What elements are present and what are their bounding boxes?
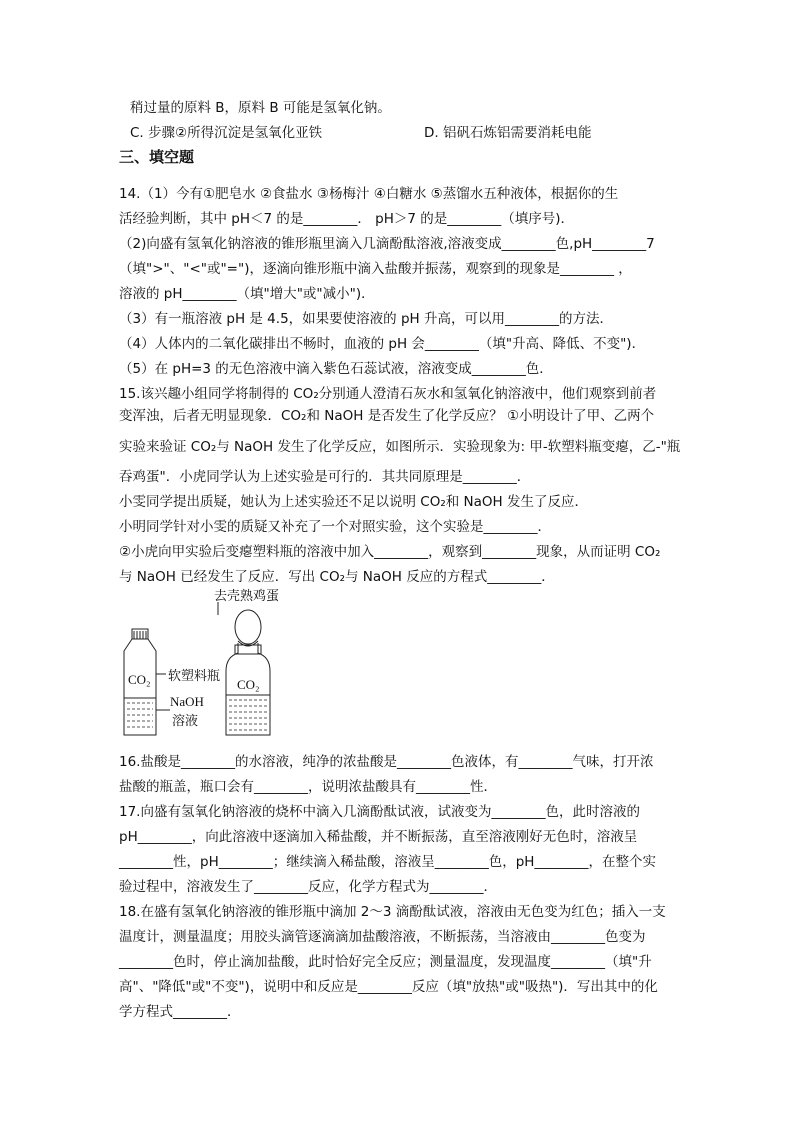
q15-line: 小明同学针对小雯的质疑又补充了一个对照实验，这个实验是________． (119, 519, 551, 535)
co2-left-label: CO₂ (128, 672, 151, 687)
soft-bottle-label: 软塑料瓶 (168, 669, 221, 684)
q14-line: 溶液的 pH________（填"增大"或"减小")． (119, 286, 375, 302)
q18-line: 18.在盛有氢氧化钠溶液的锥形瓶中滴加 2～3 滴酚酞试液，溶液由无色变为红色；插入一支 (119, 904, 666, 920)
q14-line: （4）人体内的二氧化碳排出不畅时，血液的 pH 会________（填"升高、降低、不变")． (119, 336, 646, 352)
q15-line: 变浑浊，后者无明显现象．CO₂和 NaOH 是否发生了化学反应？ ①小明设计了甲、乙两个 (119, 408, 655, 424)
section-heading: 三、填空题 (119, 148, 195, 166)
naoh-label: NaOH (170, 694, 204, 709)
q14-line: （3）有一瓶溶液 pH 是 4.5，如果要使溶液的 pH 升高，可以用________的方法． (119, 311, 613, 327)
text-line: 稍过量的原料 B，原料 B 可能是氢氧化钠。 (130, 100, 391, 116)
q15-line: ②小虎向甲实验后变瘪塑料瓶的溶液中加入________，观察到________现象，从而证明 CO₂ (119, 544, 661, 560)
q14-line: （填">"、"<"或"=")，逐滴向锥形瓶中滴入盐酸并振荡，观察到的现象是________ ， (119, 261, 632, 277)
q16-line: 16.盐酸是________的水溶液，纯净的浓盐酸是________色液体，有________气味，打开浓 (119, 754, 654, 770)
q16-line: 盐酸的瓶盖，瓶口会有________，说明浓盐酸具有________性． (119, 779, 497, 795)
option-d: D. 铝矾石炼铝需要消耗电能 (424, 125, 592, 141)
q15-line: 实验来验证 CO₂与 NaOH 发生了化学反应，如图所示．实验现象为: 甲-软塑料瓶变瘪，乙-"瓶 (119, 439, 681, 455)
q14-line: （2)向盛有氢氧化钠溶液的锥形瓶里滴入几滴酚酞溶液,溶液变成________色,pH________7 (119, 236, 655, 252)
q15-line: 吞鸡蛋"．小虎同学认为上述实验是可行的．其共同原理是________． (119, 469, 531, 485)
q17-line: 17.向盛有氢氧化钠溶液的烧杯中滴入几滴酚酞试液，试液变为________色，此时溶液的 (119, 804, 640, 820)
q17-line: 验过程中，溶液发生了________反应，化学方程式为________． (119, 879, 497, 895)
egg-label: 去壳熟鸡蛋 (214, 589, 280, 604)
q14-line: 14.（1）今有①肥皂水 ②食盐水 ③杨梅汁 ④白糖水 ⑤蒸馏水五种液体，根据你的生 (119, 186, 619, 202)
q15-line: 与 NaOH 已经发生了反应．写出 CO₂与 NaOH 反应的方程式________． (119, 569, 555, 585)
co2-right-label: CO₂ (237, 677, 260, 692)
q15-line: 15.该兴趣小组同学将制得的 CO₂分别通人澄清石灰水和氢氧化钠溶液中，他们观察到前者 (119, 386, 657, 402)
q18-line: 高"、"降低"或"不变")，说明中和反应是________反应（填"放热"或"吸热")．写出其中的化 (119, 979, 658, 995)
q14-line: 活经验判断，其中 pH＜7 的是________． pH＞7 的是________（填序号)． (119, 211, 575, 227)
q18-line: 温度计，测量温度；用胶头滴管逐滴滴加盐酸溶液，不断振荡，当溶液由________色变为 (119, 929, 646, 945)
experiment-figure (118, 585, 318, 745)
solution-label: 溶液 (172, 714, 199, 729)
q17-line: ________性，pH________；继续滴入稀盐酸，溶液呈________色，pH________，在整个实 (119, 854, 656, 870)
q18-line: ________色时，停止滴加盐酸，此时恰好完全反应；测量温度，发现温度________（填"升 (119, 954, 652, 970)
q18-line: 学方程式________． (119, 1004, 241, 1020)
q15-line: 小雯同学提出质疑，她认为上述实验还不足以说明 CO₂和 NaOH 发生了反应． (119, 494, 588, 510)
q17-line: pH________，向此溶液中逐滴加入稀盐酸，并不断振荡，直至溶液刚好无色时，溶液呈 (119, 829, 638, 845)
q14-line: （5）在 pH=3 的无色溶液中滴入紫色石蕊试液，溶液变成________色． (119, 361, 553, 377)
option-c: C. 步骤②所得沉淀是氢氧化亚铁 (130, 125, 323, 141)
